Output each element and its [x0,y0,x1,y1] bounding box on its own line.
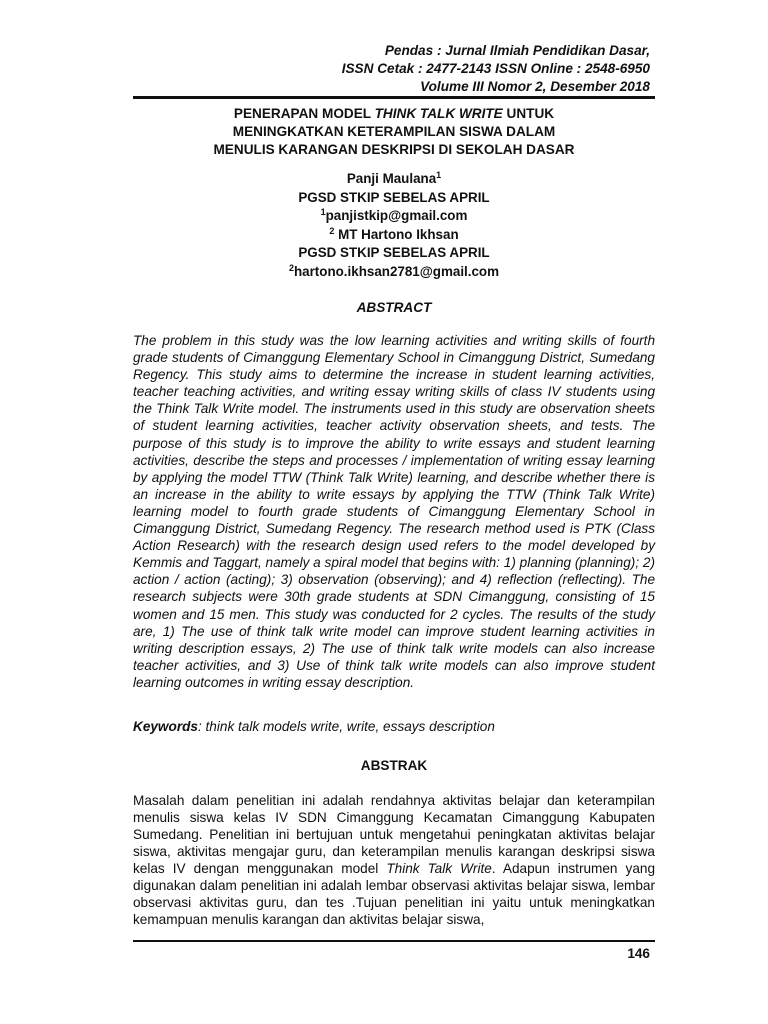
keywords-line [133,719,655,734]
keywords-text: : think talk models write, write, essays description [197,719,495,734]
abstrak-indonesian: Masalah dalam penelitian ini adalah rendahnya aktivitas belajar dan keterampilan menulis siswa kelas IV SDN Cimanggung Kecamatan Cimanggung Kabupaten Sumedang. Penelitian ini bertujuan untuk mengetahui peningkatan aktivitas belajar siswa, aktivitas mengajar guru, dan keterampilan menulis karangan deskripsi siswa kelas IV dengan menggunakan model Think Talk Write. Adapun instrumen yang digunakan dalam penelitian ini adalah lembar observasi aktivitas belajar siswa, lembar observasi aktivitas guru, dan tes .Tujuan penelitian ini yaitu untuk meningkatkan kemampuan menulis karangan dan aktivitas belajar siswa, [133,793,656,927]
author-block [133,170,655,281]
journal-header [342,42,650,96]
title-line-1: PENERAPAN MODEL THINK TALK WRITE UNTUK [233,106,555,121]
paper-title [133,105,655,159]
header-rule [133,96,655,99]
title-line-3: MENULIS KARANGAN DESKRIPSI DI SEKOLAH DASAR [213,142,575,157]
title-line-2: MENINGKATKAN KETERAMPILAN SISWA DALAM [232,124,556,139]
journal-name: Pendas : Jurnal Ilmiah Pendidikan Dasar, [384,43,650,58]
author1-email[interactable]: panjistkip@gmail.com [325,208,468,223]
author2-email-line: $^2$hartono.ikhsan2781@gmail.com [288,262,500,279]
author1-email-line: $^1$panjistkip@gmail.com [320,207,468,223]
abstract-english: The problem in this study was the low learning activities and writing skills of fourth grade students of Cimanggung Elementary School in Cimanggung District, Sumedang Regency. This study aims to determine the increase in student learning activities, teacher teaching activities, and writing essay writing skills of class IV students using the Think Talk Write model. The instruments used in this study are observation sheets of student learning activities, teacher activity observation sheets, and tests. The purpose of this study is to improve the ability to write essays and student learning activities, describe the steps and processes / implementation of writing essay learning by applying the model TTW (Think Talk Write) learning, and describe whether there is an increase in the ability to write essays by applying the TTW (Think Talk Write) learning model to fourth grade students of Cimanggung Elementary School in Cimanggung District, Sumedang Regency. The research method used is PTK (Class Action Research) with the research design used refers to the model developed by Kemmis and Taggart, namely a spiral model that begins with: 1) planning (planning); 2) action / action (acting); 3) observation (observing); and 4) reflection (reflecting). The research subjects were 30th grade students at SDN Cimanggung, consisting of 15 women and 15 men. This study was conducted for 2 cycles. The results of the study are, 1) The use of think talk write model can improve student learning activities in writing description essays, 2) The use of think talk write models can also increase teacher activities, and 3) Use of think talk write models can also improve student learning outcomes in writing essay description. [133,333,655,690]
author2-affiliation: PGSD STKIP SEBELAS APRIL [298,245,490,260]
abstract-heading: ABSTRACT [356,300,432,315]
page-number: 146 [627,946,650,961]
keywords-label: Keywords [133,719,198,734]
author1-affiliation: PGSD STKIP SEBELAS APRIL [298,189,490,205]
title-italic: THINK TALK WRITE [374,106,503,121]
footer-rule [133,940,655,942]
author1-name: Panji Maulana [346,171,437,186]
journal-volume: Volume III Nomor 2, Desember 2018 [420,79,650,94]
author1-name-line: Panji Maulana$^1$ [346,170,442,186]
author2-name: MT Hartono Ikhsan [334,226,459,242]
journal-issn: ISSN Cetak : 2477-2143 ISSN Online : 2548-6950 [341,61,650,76]
abstrak-heading: ABSTRAK [360,758,428,773]
author2-email[interactable]: hartono.ikhsan2781@gmail.com [293,263,500,279]
author2-name-line: $^2$ MT Hartono Ikhsan [329,225,459,242]
